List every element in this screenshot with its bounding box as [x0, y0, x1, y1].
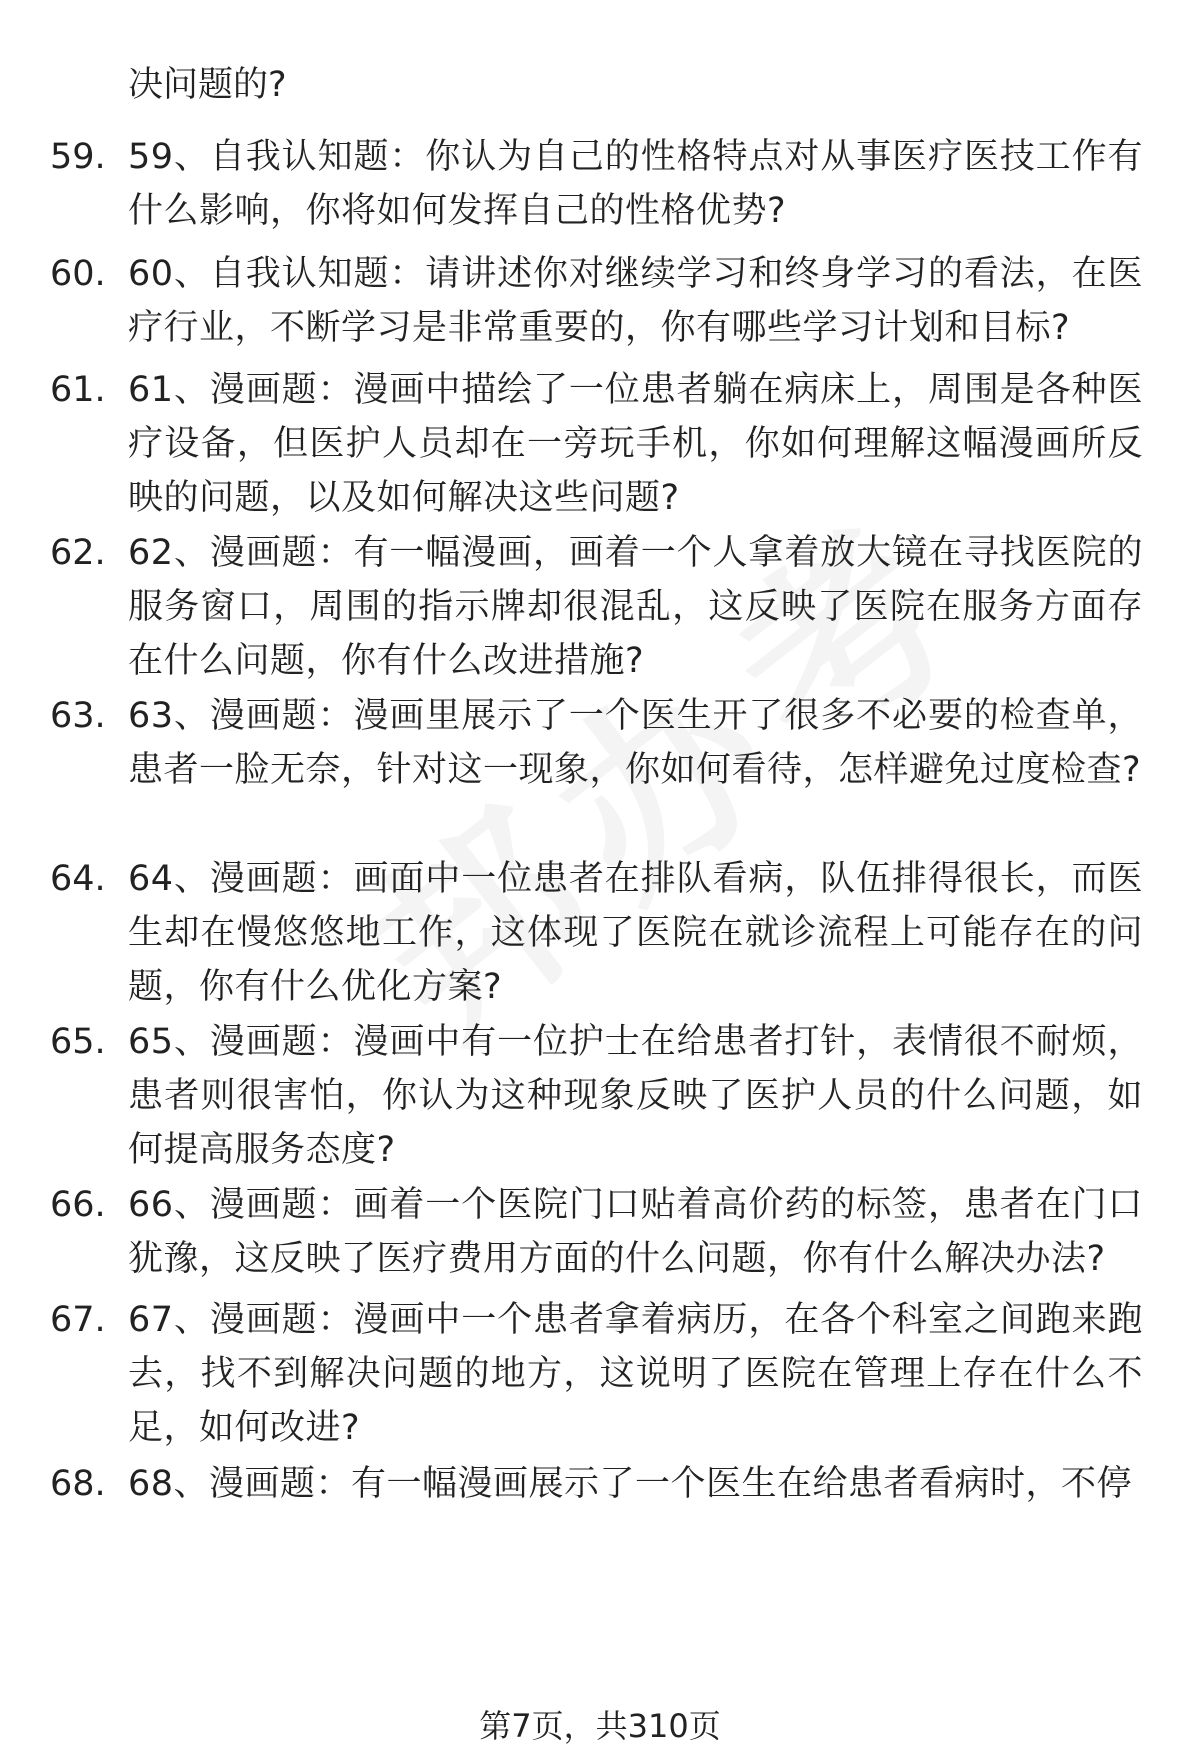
question-number: 61.: [50, 370, 106, 410]
question-text: 62、漫画题：有一幅漫画，画着一个人拿着放大镜在寻找医院的服务窗口，周围的指示牌却很混乱，这反映了医院在服务方面存在什么问题，你有什么改进措施?: [128, 533, 1143, 681]
question-number: 67.: [50, 1300, 106, 1340]
continued-question-text: 决问题的?: [128, 65, 287, 105]
question-text: 66、漫画题：画着一个医院门口贴着高价药的标签，患者在门口犹豫，这反映了医疗费用方面的什么问题，你有什么解决办法?: [128, 1185, 1143, 1279]
question-text: 65、漫画题：漫画中有一位护士在给患者打针，表情很不耐烦，患者则很害怕，你认为这种现象反映了医护人员的什么问题，如何提高服务态度?: [128, 1022, 1143, 1170]
question-number: 66.: [50, 1185, 106, 1225]
question-text: 67、漫画题：漫画中一个患者拿着病历，在各个科室之间跑来跑去，找不到解决问题的地方，这说明了医院在管理上存在什么不足，如何改进?: [128, 1300, 1143, 1448]
question-number: 62.: [50, 533, 106, 573]
question-number: 68.: [50, 1464, 106, 1504]
question-number: 65.: [50, 1022, 106, 1062]
page-footer: 第7页，共310页: [479, 1707, 721, 1745]
question-number: 64.: [50, 859, 106, 899]
question-text: 59、自我认知题：你认为自己的性格特点对从事医疗医技工作有什么影响，你将如何发挥自己的性格优势?: [128, 137, 1143, 231]
question-number: 60.: [50, 254, 106, 294]
question-text: 61、漫画题：漫画中描绘了一位患者躺在病床上，周围是各种医疗设备，但医护人员却在一旁玩手机，你如何理解这幅漫画所反映的问题，以及如何解决这些问题?: [128, 370, 1143, 518]
question-number: 63.: [50, 696, 106, 736]
question-text: 64、漫画题：画面中一位患者在排队看病，队伍排得很长，而医生却在慢悠悠地工作，这体现了医院在就诊流程上可能存在的问题，你有什么优化方案?: [128, 859, 1143, 1007]
question-text: 68、漫画题：有一幅漫画展示了一个医生在给患者看病时，不停: [128, 1464, 1133, 1504]
question-text: 60、自我认知题：请讲述你对继续学习和终身学习的看法，在医疗行业，不断学习是非常重要的，你有哪些学习计划和目标?: [128, 254, 1143, 348]
question-text: 63、漫画题：漫画里展示了一个医生开了很多不必要的检查单，患者一脸无奈，针对这一现象，你如何看待，怎样避免过度检查?: [128, 696, 1143, 790]
question-number: 59.: [50, 137, 106, 177]
